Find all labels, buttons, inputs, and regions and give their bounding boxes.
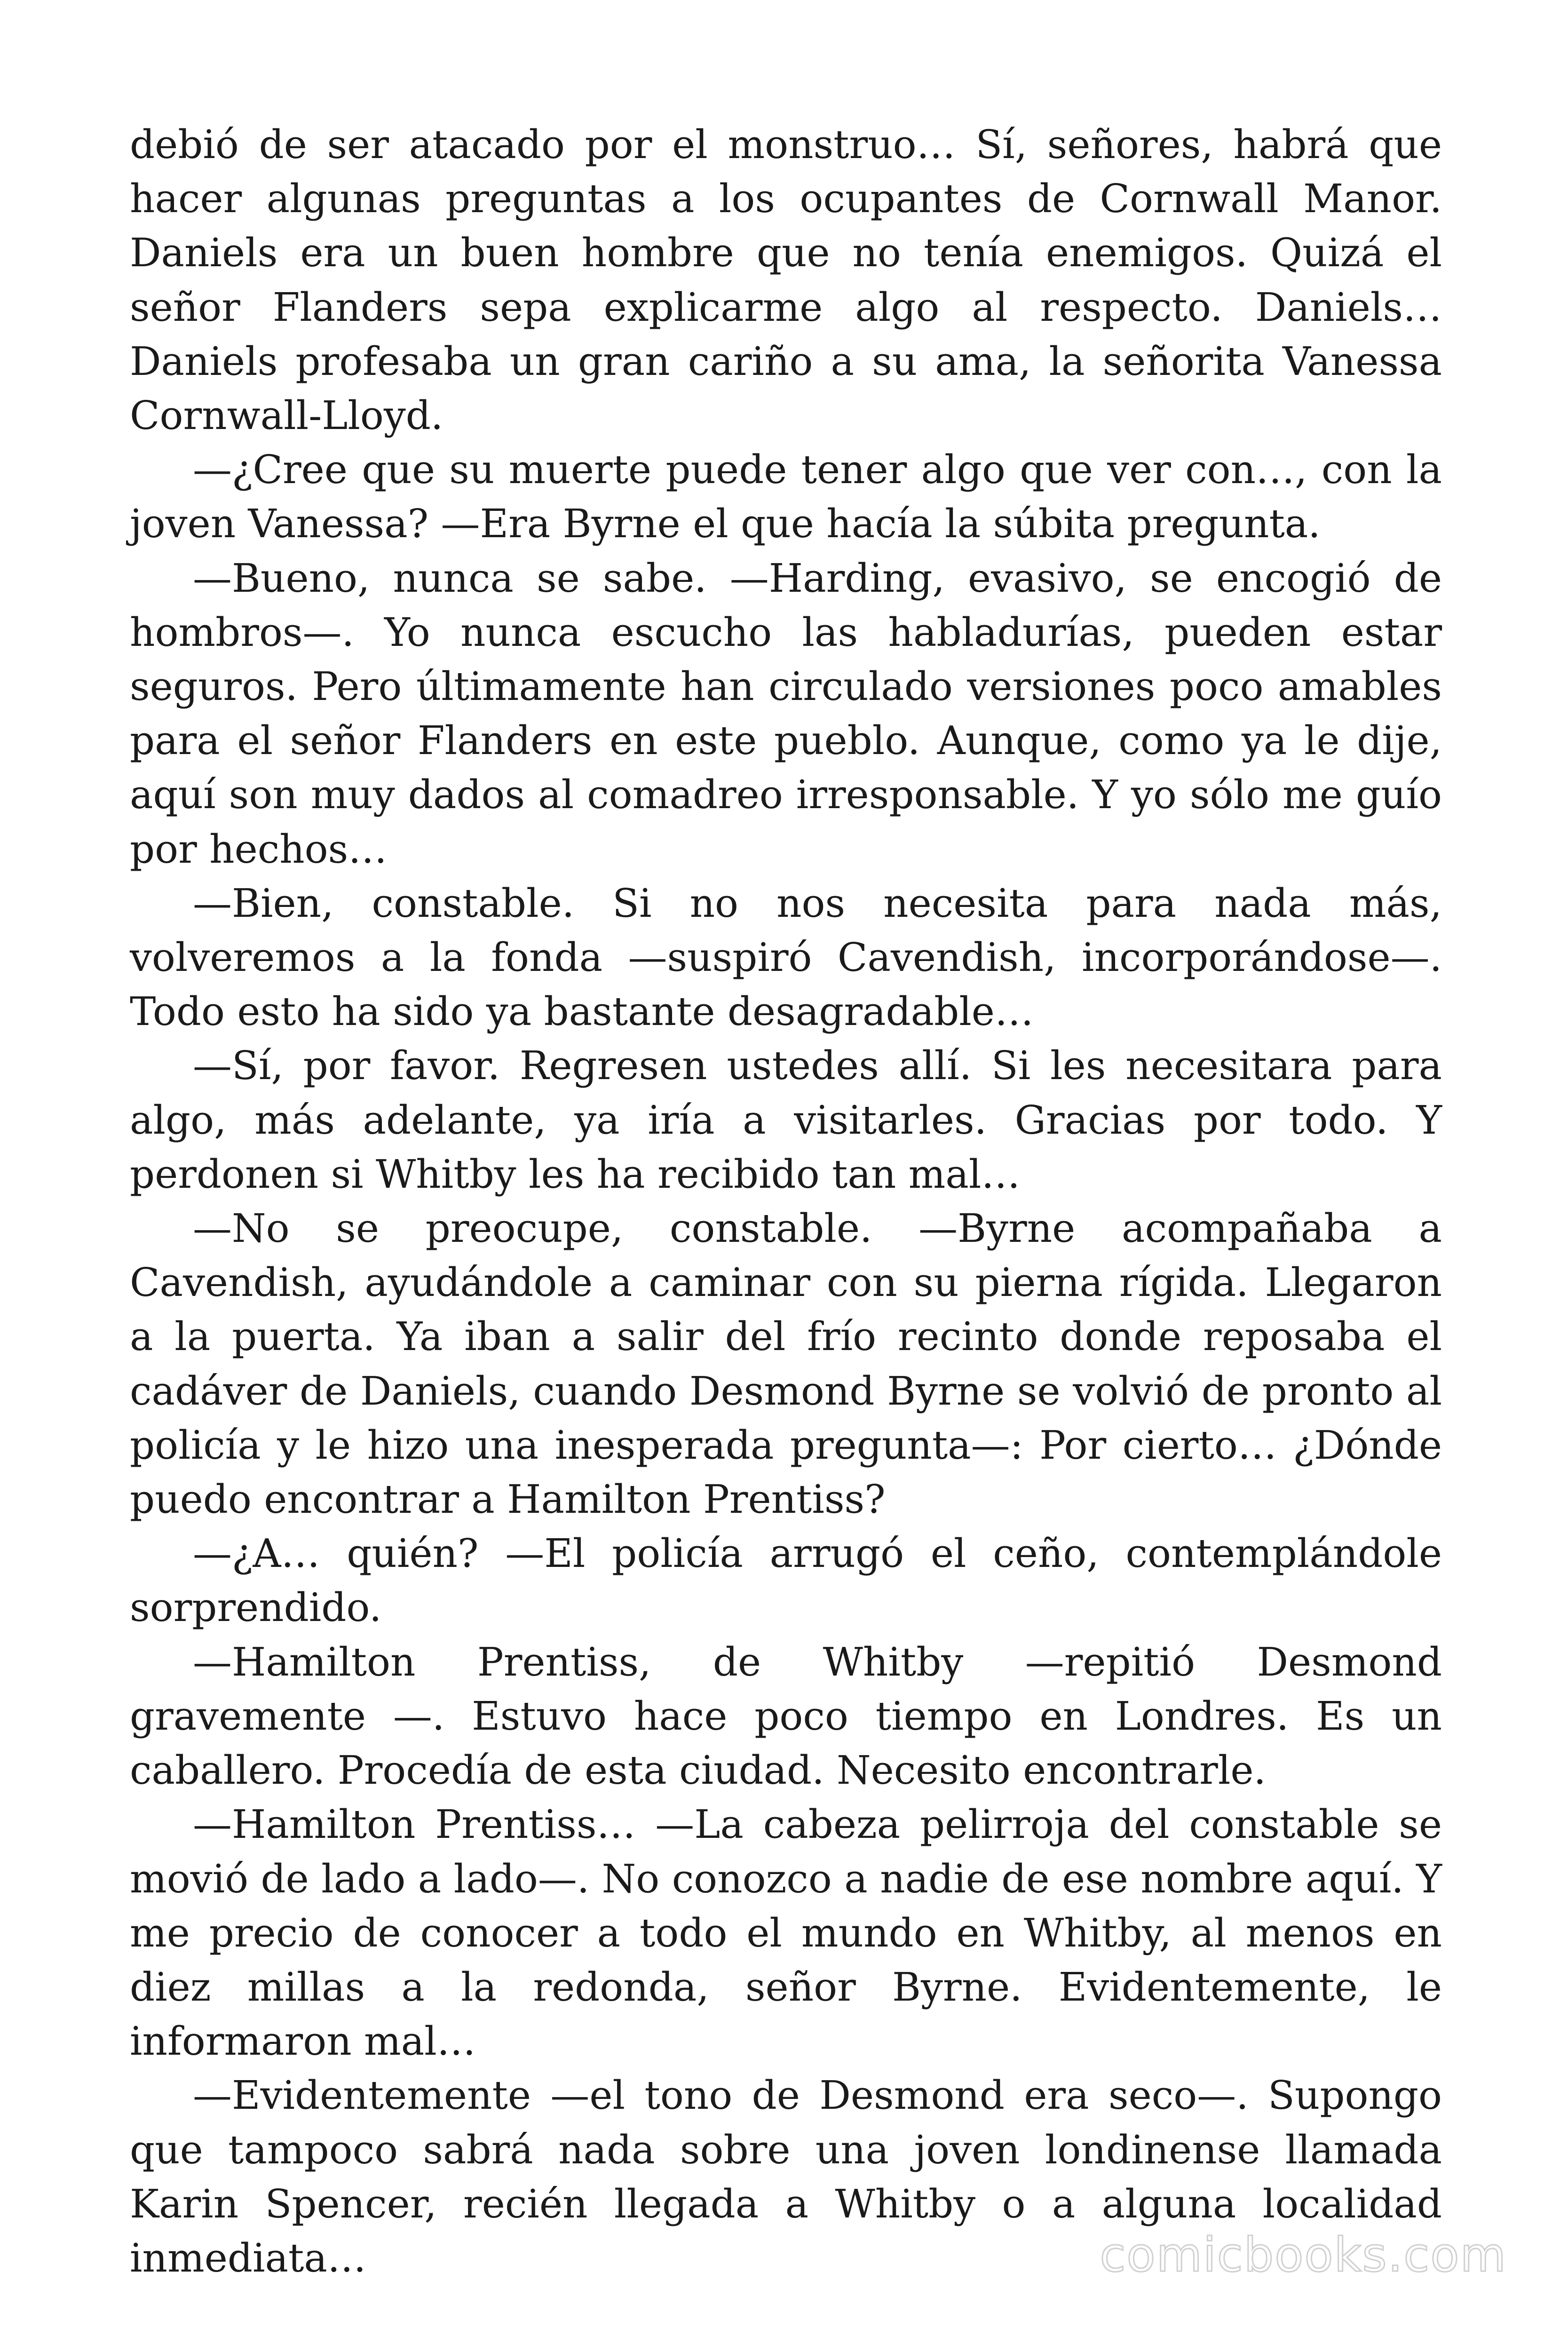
paragraph-8: —Hamilton Prentiss, de Whitby —repitió Desmond gravemente —. Estuvo hace poco tiempo en Londres. Es un caballero. Procedía de esta ciudad. Necesito encontrarle. [130,1639,1442,1794]
paragraph-6: —No se preocupe, constable. —Byrne acompañaba a Cavendish, ayudándole a caminar con su pierna rígida. Llegaron a la puerta. Ya iban a salir del frío recinto donde reposaba el cadáver de Daniels, cuando Desmond Byrne se volvió de pronto al policía y le hizo una inesperada pregunta—: Por cierto… ¿Dónde puedo encontrar a Hamilton Prentiss? [130,1206,1442,1523]
paragraph-1: debió de ser atacado por el monstruo… Sí, señores, habrá que hacer algunas preguntas a los ocupantes de Cornwall Manor. Daniels era un buen hombre que no tenía enemigos. Quizá el señor Flanders sepa explicarme algo al respecto. Daniels… Daniels profesaba un gran cariño a su ama, la señorita Vanessa Cornwall-Lloyd. [130,122,1442,439]
paragraph-10: —Evidentemente —el tono de Desmond era seco—. Supongo que tampoco sabrá nada sobre una joven londinense llamada Karin Spencer, recién llegada a Whitby o a alguna localidad inmediata… [130,2073,1442,2281]
paragraph-4: —Bien, constable. Si no nos necesita para nada más, volveremos a la fonda —suspiró Cavendish, incorporándose—. Todo esto ha sido ya bastante desagradable… [130,880,1442,1035]
paragraph-5: —Sí, por favor. Regresen ustedes allí. Si les necesitara para algo, más adelante, ya iría a visitarles. Gracias por todo. Y perdonen si Whitby les ha recibido tan mal… [130,1043,1442,1197]
paragraph-3: —Bueno, nunca se sabe. —Harding, evasivo, se encogió de hombros—. Yo nunca escucho las habladurías, pueden estar seguros. Pero últimamente han circulado versiones poco amables para el señor Flanders en este pueblo. Aunque, como ya le dije, aquí son muy dados al comadreo irresponsable. Y yo sólo me guío por hechos… [130,555,1442,872]
body-text [130,118,1442,2285]
paragraph-2: —¿Cree que su muerte puede tener algo que ver con…, con la joven Vanessa? —Era Byrne el que hacía la súbita pregunta. [130,447,1442,547]
paragraph-7: —¿A… quién? —El policía arrugó el ceño, contemplándole sorprendido. [130,1531,1442,1631]
paragraph-9: —Hamilton Prentiss… —La cabeza pelirroja del constable se movió de lado a lado—. No conozco a nadie de ese nombre aquí. Y me precio de conocer a todo el mundo en Whitby, al menos en diez millas a la redonda, señor Byrne. Evidentemente, le informaron mal… [130,1802,1442,2065]
watermark: comicbooks.com [1100,2227,1507,2282]
